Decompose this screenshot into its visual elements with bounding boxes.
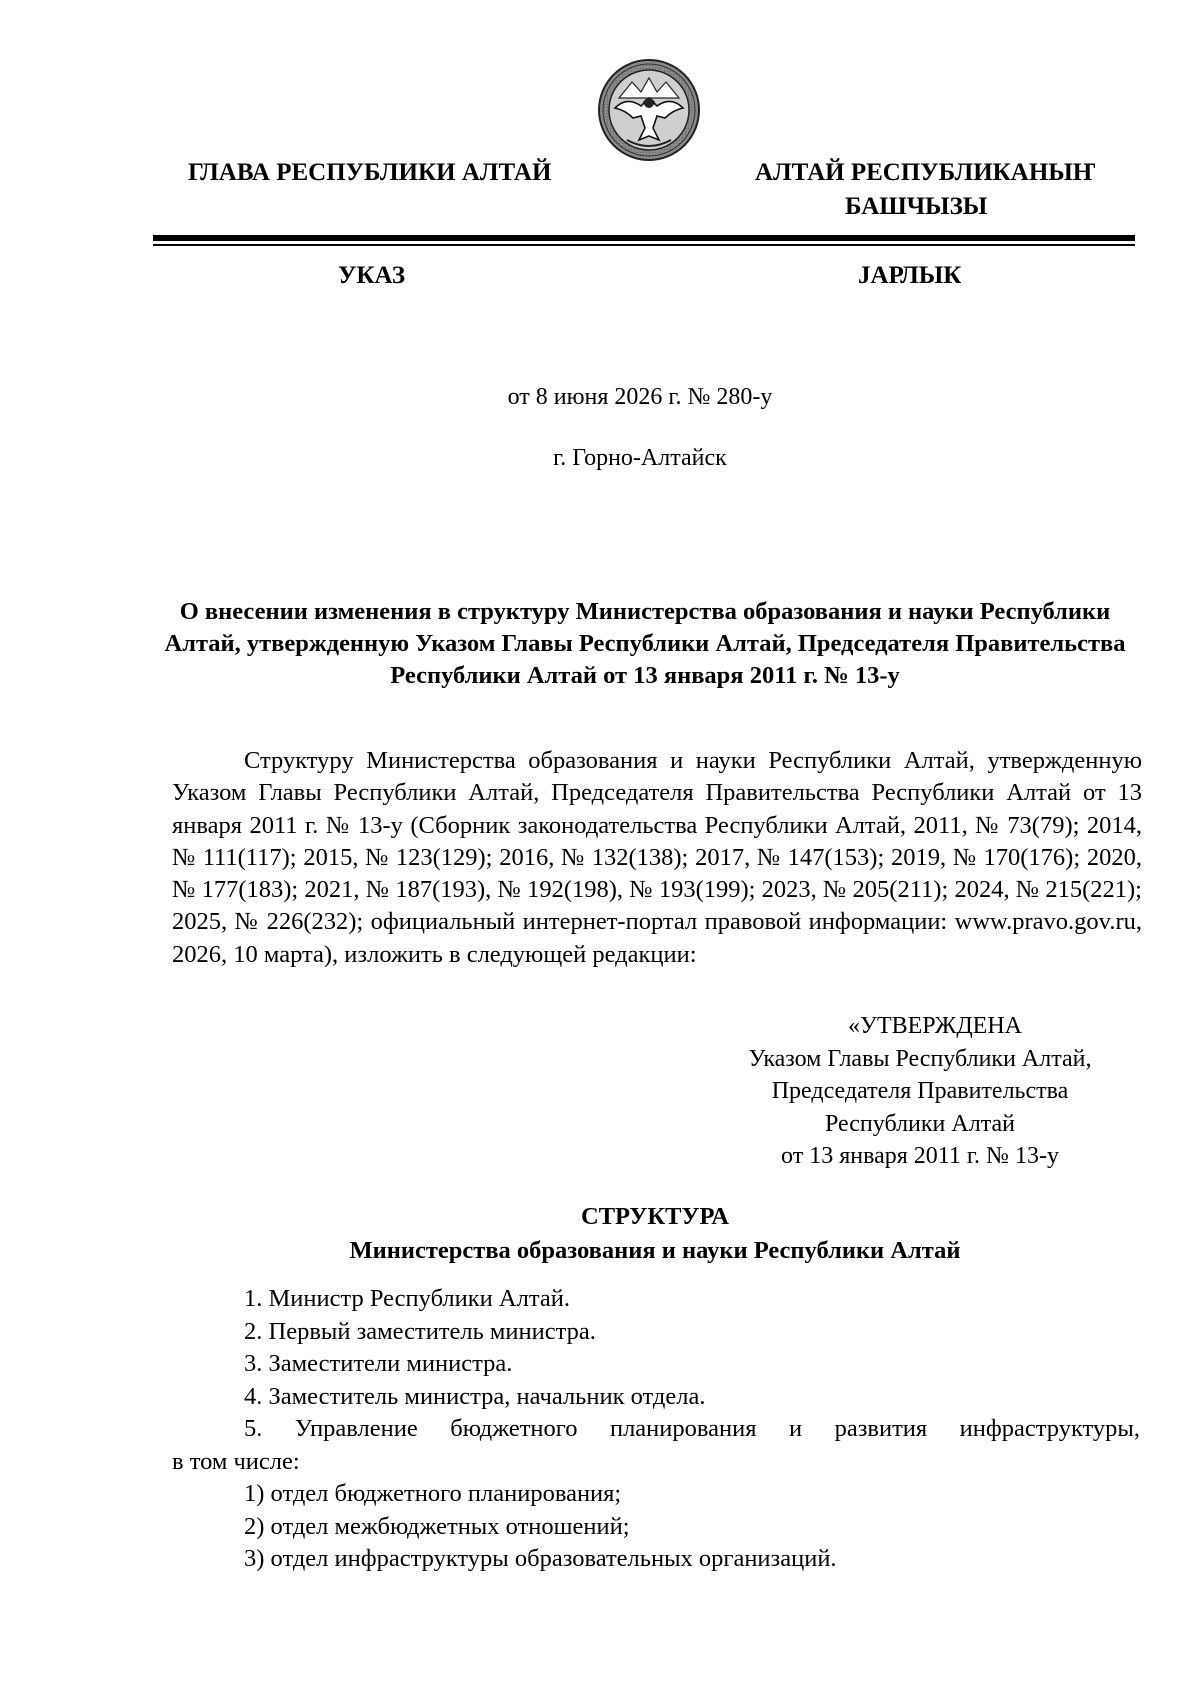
list-item: 2. Первый заместитель министра. — [244, 1317, 596, 1345]
decree-body-paragraph: Структуру Министерства образования и науки Республики Алтай, утвержденную Указом Главы Республики Алтай, Председателя Правительства Республики Алтай от 13 января 2011 г. № 13-у (Сборник законодательства Республики Алтай, 2011, № 73(79); 2014, № 111(117); 2015, № 123(129); 2016, № 132(138); 2017, № 147(153); 2019, № 170(176); 2020, № 177(183); 2021, № 187(193), № 192(198), № 193(199); 2023, № 205(211); 2024, № 215(221); 2025, № 226(232); официальный интернет-портал правовой информации: www.pravo.gov.ru, 2026, 10 марта), изложить в следующей редакции: — [172, 747, 1142, 968]
coat-of-arms-emblem — [597, 58, 701, 162]
doc-type-ukaz: УКАЗ — [338, 262, 406, 289]
sub-list-item: 3) отдел инфраструктуры образовательных организаций. — [244, 1545, 837, 1572]
approval-stamp-block — [700, 1010, 1140, 1173]
doc-type-jarlyk: ЈАРЛЫК — [858, 262, 962, 289]
sub-list-item: 2) отдел межбюджетных отношений; — [244, 1512, 630, 1540]
list-item: 3. Заместители министра. — [244, 1350, 513, 1377]
decree-city: г. Горно-Алтайск — [553, 445, 727, 471]
structure-heading: СТРУКТУРА — [581, 1203, 729, 1230]
sub-list-item: 1) отдел бюджетного планирования; — [244, 1480, 622, 1507]
list-item-5-line1: 5. Управление бюджетного планирования и развития инфраструктуры, — [244, 1415, 1140, 1442]
header-right-line1: АЛТАЙ РЕСПУБЛИКАНЫҤ — [755, 159, 1096, 186]
list-item: 1. Министр Республики Алтай. — [244, 1285, 570, 1312]
header-divider-thick — [153, 235, 1135, 241]
approval-line-5: от 13 января 2011 г. № 13-у — [781, 1143, 1059, 1169]
header-divider-thin — [153, 244, 1135, 246]
approval-line-3: Председателя Правительства — [771, 1078, 1069, 1104]
decree-title: О внесении изменения в структуру Министерства образования и науки Республики Алтай, утвержденную Указом Главы Республики Алтай, Председателя Правительства Республики Алтай от 13 января 2011 г. № 13-у — [164, 598, 1126, 689]
structure-list — [172, 1283, 1140, 1576]
approval-line-4: Республики Алтай — [825, 1110, 1015, 1137]
list-item-5-line2: в том числе: — [172, 1447, 300, 1475]
approval-line-2: Указом Главы Республики Алтай, — [748, 1045, 1092, 1072]
list-item: 4. Заместитель министра, начальник отдела. — [244, 1382, 706, 1410]
structure-heading-block — [150, 1200, 1160, 1268]
approval-line-1: «УТВЕРЖДЕНА — [847, 1013, 1023, 1039]
header-right-title — [755, 156, 1135, 224]
header-right-line2: БАШЧЫЗЫ — [845, 193, 988, 220]
decree-date-number: от 8 июня 2026 г. № 280-у — [507, 384, 773, 410]
structure-subheading: Министерства образования и науки Республики Алтай — [349, 1237, 961, 1264]
header-left-title: ГЛАВА РЕСПУБЛИКИ АЛТАЙ — [188, 159, 552, 186]
